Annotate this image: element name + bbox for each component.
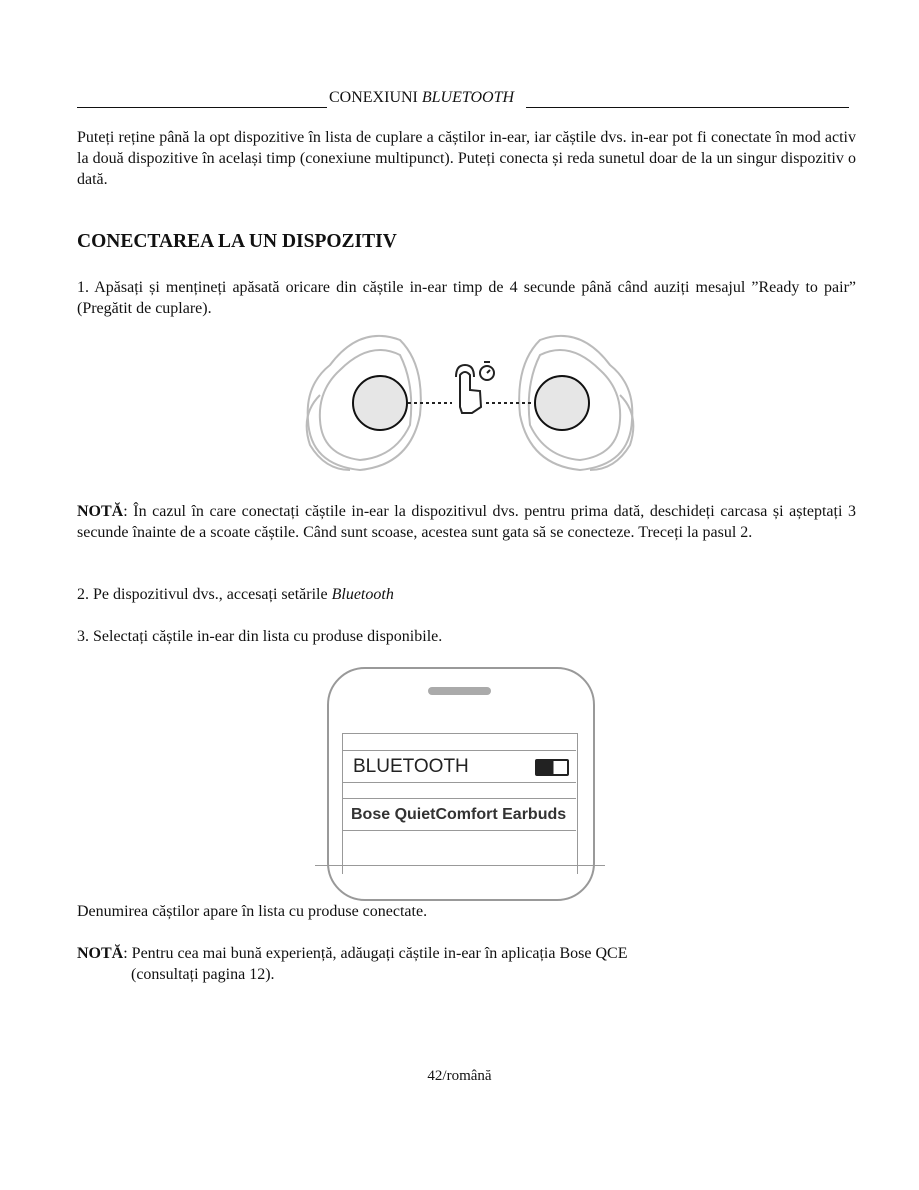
note-2	[77, 943, 627, 985]
intro-paragraph: Puteți reține până la opt dispozitive în lista de cuplare a căștilor in-ear, iar căștile dvs. in-ear pot fi conectate în mod activ la două dispozitive în același timp (conexiune multipunct). Puteți conecta și reda sunetul doar de la un singur dispozitiv o dată.	[77, 129, 856, 188]
step-3: 3. Selectați căștile in-ear din lista cu produse disponibile.	[77, 628, 443, 645]
earbuds-illustration	[300, 325, 640, 475]
phone-illustration	[315, 667, 605, 867]
timer-icon	[480, 362, 494, 380]
bluetooth-toggle	[535, 759, 569, 776]
step-2-italic: Bluetooth	[331, 586, 394, 603]
step-1: 1. Apăsați și mențineți apăsată oricare din căștile in-ear timp de 4 secunde până când auziți mesajul ”Ready to pair” (Pregătit de cuplare).	[77, 279, 856, 317]
note-2-line-1: : Pentru cea mai bună experiență, adăugați căștile in-ear în aplicația Bose QCE	[123, 945, 628, 962]
note-2-line-2: (consultați pagina 12).	[131, 966, 275, 983]
note-label: NOTĂ	[77, 503, 124, 520]
after-paragraph: Denumirea căștilor apare în lista cu produse conectate.	[77, 903, 428, 920]
page-number: 42/română	[427, 1068, 492, 1084]
touch-hold-icon	[456, 365, 481, 413]
device-list-item: Bose QuietComfort Earbuds	[351, 806, 567, 823]
note-label: NOTĂ	[77, 945, 124, 962]
bluetooth-setting-label: BLUETOOTH	[353, 756, 469, 777]
step-2-text: 2. Pe dispozitivul dvs., accesați setările	[77, 586, 332, 603]
step-2	[77, 584, 856, 605]
header-title-italic: BLUETOOTH	[421, 89, 515, 106]
header-title: CONEXIUNI	[329, 89, 422, 106]
note-text: : În cazul în care conectați căștile in-ear la dispozitivul dvs. pentru prima dată, deschideți carcasa și așteptați 3 secunde înainte de a scoate căștile. Când sunt scoase, acestea sunt gata să se conecteze. Treceți la pasul 2.	[77, 503, 856, 541]
section-heading: CONECTAREA LA UN DISPOZITIV	[77, 231, 397, 252]
running-header	[77, 88, 849, 108]
note-1	[77, 501, 856, 543]
